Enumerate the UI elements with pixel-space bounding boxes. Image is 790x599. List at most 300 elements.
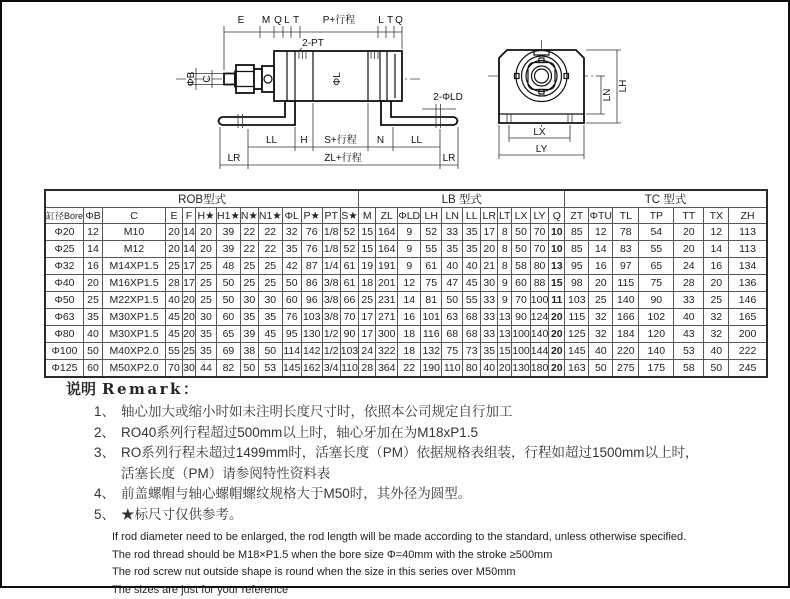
table-cell: 25 [166,258,183,275]
table-cell: 83 [613,241,639,258]
table-cell: 95 [282,326,301,343]
dim-label-H: H [300,135,307,146]
table-column-header: ZH [729,208,767,224]
remark-item-number: 4、 [94,484,121,505]
table-cell: 98 [565,275,589,292]
table-cell: 245 [729,360,767,378]
table-cell: 102 [639,309,674,326]
table-cell: 35 [196,326,217,343]
table-cell: 53 [258,360,282,378]
table-cell: 96 [301,292,322,309]
table-cell: M30XP1.5 [103,309,166,326]
table-cell: 25 [196,275,217,292]
table-cell: 32 [704,309,729,326]
table-cell: Φ32 [45,258,84,275]
table-cell: 38 [240,343,258,360]
table-cell: 61 [421,258,442,275]
table-cell: 85 [565,241,589,258]
table-cell: 22 [240,224,258,241]
table-column-header: LN [442,208,463,224]
table-row [45,326,767,343]
dim-label-Q2: Q [395,15,403,26]
remarks-english [112,529,772,599]
table-cell: 13 [498,326,512,343]
table-cell: 30 [196,309,217,326]
table-cell: 190 [421,360,442,378]
table-cell: 55 [463,292,481,309]
spec-table [44,189,768,378]
table-cell: 146 [729,292,767,309]
table-cell: Φ100 [45,343,84,360]
table-cell: 52 [421,224,442,241]
table-cell: 35 [282,241,301,258]
table-cell: 275 [613,360,639,378]
table-cell: 70 [512,292,531,309]
dim-label-M: M [262,15,270,26]
table-cell: 70 [340,309,359,326]
table-cell: 50 [217,292,241,309]
table-cell: 24 [674,258,704,275]
table-column-header: TL [613,208,639,224]
table-cell: 100 [512,343,531,360]
table-cell: 14 [84,241,103,258]
remark-item [94,484,772,505]
table-cell: 30 [183,360,196,378]
table-cell: 32 [704,326,729,343]
table-column-header: ZT [565,208,589,224]
table-cell: 271 [376,309,398,326]
table-cell: 78 [613,224,639,241]
table-cell: 1/2 [322,326,340,343]
table-column-header: ΦTU [589,208,613,224]
table-cell: 15 [359,241,376,258]
table-column-header: Q [549,208,565,224]
table-cell: 45 [166,326,183,343]
table-cell: 50 [704,360,729,378]
remark-item-number: 5、 [94,505,121,526]
table-cell: 32 [589,309,613,326]
table-cell: 17 [359,309,376,326]
table-cell: 15 [359,224,376,241]
table-cell: 12 [704,224,729,241]
table-cell: 60 [84,360,103,378]
table-cell: 55 [639,241,674,258]
table-cell: 28 [359,360,376,378]
table-cell: 140 [639,343,674,360]
table-cell: 300 [376,326,398,343]
table-cell: 20 [183,309,196,326]
dim-label-LR2: LR [443,153,456,164]
table-cell: 87 [301,258,322,275]
table-cell: 25 [240,275,258,292]
table-cell: 15 [498,343,512,360]
table-cell: 25 [183,343,196,360]
table-cell: 3/8 [322,292,340,309]
table-cell: 9 [398,241,421,258]
table-cell: 125 [565,326,589,343]
dim-label-ZL-stroke: ZL+行程 [324,151,362,164]
table-column-header: H★ [196,208,217,224]
table-cell: 1/8 [322,241,340,258]
table-cell: 70 [530,241,549,258]
table-column-header: LH [421,208,442,224]
table-cell: 20 [183,292,196,309]
dim-label-T2: T [387,15,393,26]
table-cell: 11 [549,292,565,309]
remark-item-number: 3、 [94,443,121,464]
table-cell: 50 [512,241,531,258]
table-cell: 322 [376,343,398,360]
table-column-header: TX [704,208,729,224]
table-cell: 191 [376,258,398,275]
table-cell: 18 [398,326,421,343]
table-cell: 86 [301,275,322,292]
table-cell: 76 [301,241,322,258]
table-cell: 14 [183,241,196,258]
table-cell: 20 [549,360,565,378]
table-cell: 164 [376,224,398,241]
table-cell: 17 [481,224,498,241]
table-row [45,275,767,292]
table-cell: 40 [481,360,498,378]
table-cell: 20 [183,326,196,343]
table-cell: 50 [589,360,613,378]
rod-diameter-label: ΦB [186,71,197,86]
table-column-header: 缸径Bore [45,208,84,224]
table-cell: 132 [421,343,442,360]
dim-label-LX: LX [533,127,546,138]
table-cell: 144 [530,343,549,360]
table-cell: 69 [217,343,241,360]
dim-label-LH: LH [618,80,629,93]
table-cell: 8 [498,224,512,241]
table-cell: 10 [549,224,565,241]
table-group-header: LB 型式 [359,190,565,208]
table-cell: 130 [301,326,322,343]
table-cell: 136 [729,275,767,292]
table-cell: 20 [704,275,729,292]
table-cell: 76 [301,224,322,241]
table-cell: 3/4 [322,360,340,378]
table-cell: 163 [565,360,589,378]
table-cell: 68 [442,326,463,343]
table-cell: 80 [463,360,481,378]
table-cell: 124 [530,309,549,326]
remark-item-text: 活塞长度（PM）请参阅特性资料表 [121,464,772,485]
table-cell: 97 [613,258,639,275]
table-cell: 50 [84,343,103,360]
table-row [45,309,767,326]
table-column-header: F [183,208,196,224]
table-cell: 60 [512,275,531,292]
table-cell: Φ125 [45,360,84,378]
table-cell: 9 [398,224,421,241]
table-cell: 68 [463,326,481,343]
table-cell: 8 [498,258,512,275]
remark-item [94,443,772,464]
table-cell: 231 [376,292,398,309]
table-cell: 44 [196,360,217,378]
table-cell: 14 [183,224,196,241]
table-cell: 28 [166,275,183,292]
table-cell: 33 [481,292,498,309]
remark-item-text: 轴心加大或缩小时如未注明长度尺寸时，依照本公司规定自行加工 [121,402,772,423]
table-cell: 25 [240,258,258,275]
table-cell: 116 [421,326,442,343]
dim-label-N: N [377,135,384,146]
table-cell: 81 [421,292,442,309]
dim-label-Q1: Q [274,15,282,26]
port-label-2PT: 2-PT [302,38,324,49]
table-cell: 65 [639,258,674,275]
table-cell: 42 [282,258,301,275]
dim-label-S-stroke: S+行程 [324,133,357,146]
table-cell: 32 [589,326,613,343]
table-cell: M10 [103,224,166,241]
table-cell: 10 [549,241,565,258]
table-column-header: E [166,208,183,224]
table-column-header: P★ [301,208,322,224]
table-column-header: ZL [376,208,398,224]
table-cell: M14XP1.5 [103,258,166,275]
table-cell: 76 [282,309,301,326]
table-cell: 20 [549,343,565,360]
table-cell: 40 [589,343,613,360]
remark-item [94,402,772,423]
remark-item [94,505,772,526]
table-cell: 175 [639,360,674,378]
table-cell: 50 [258,343,282,360]
table-cell: 16 [704,258,729,275]
table-cell: 14 [704,241,729,258]
table-cell: 19 [359,258,376,275]
table-cell: 25 [84,292,103,309]
remark-item-number [94,464,121,485]
table-cell: 103 [340,343,359,360]
table-cell: 90 [340,326,359,343]
table-cell: 35 [258,309,282,326]
table-column-header: LY [530,208,549,224]
table-cell: 9 [498,292,512,309]
table-cell: 110 [442,360,463,378]
table-group-header: ROB型式 [45,190,359,208]
table-column-header: M [359,208,376,224]
table-cell: 20 [549,326,565,343]
remarks-title-en: Remark： [102,380,200,398]
table-cell: 53 [674,343,704,360]
table-row [45,224,767,241]
table-cell: 75 [442,343,463,360]
hole-label-2-LD: 2-ΦLD [433,92,463,103]
remark-english-line: The rod thread should be M18×P1.5 when the bore size Φ=40mm with the stroke ≥500mm [112,547,772,565]
table-cell: 3/8 [322,309,340,326]
table-column-header: ΦLD [398,208,421,224]
table-cell: 184 [613,326,639,343]
table-cell: 17 [359,326,376,343]
table-cell: 16 [84,258,103,275]
table-cell: 14 [398,292,421,309]
table-cell: 134 [729,258,767,275]
table-row [45,241,767,258]
table-cell: 164 [376,241,398,258]
table-cell: 222 [729,343,767,360]
table-cell: 39 [217,224,241,241]
table-cell: 40 [674,309,704,326]
bore-label: ΦL [332,72,343,86]
table-row [45,343,767,360]
remarks-title-cn: 说明 [66,381,96,398]
table-cell: M12 [103,241,166,258]
table-cell: M22XP1.5 [103,292,166,309]
table-cell: 30 [481,275,498,292]
table-cell: 25 [196,258,217,275]
table-cell: 120 [639,326,674,343]
table-cell: 180 [530,360,549,378]
table-cell: 220 [613,343,639,360]
table-cell: 20 [196,224,217,241]
dim-label-L1: L [284,15,290,26]
table-cell: 85 [565,224,589,241]
remark-item [94,423,772,444]
table-column-header: LX [512,208,531,224]
table-cell: 75 [421,275,442,292]
remark-item-number: 1、 [94,402,121,423]
remarks-section [66,378,772,599]
table-cell: 50 [282,275,301,292]
table-cell: 30 [240,292,258,309]
table-row [45,258,767,275]
table-cell: 140 [613,292,639,309]
table-cell: 40 [166,292,183,309]
dim-label-LL1: LL [266,135,278,146]
table-cell: 20 [481,241,498,258]
table-cell: 90 [512,309,531,326]
table-cell: 73 [463,343,481,360]
table-cell: 166 [613,309,639,326]
dim-label-LL2: LL [411,135,423,146]
remark-item-text: RO40系列行程超过500mm以上时，轴心牙加在为M18xP1.5 [121,423,772,444]
table-cell: 20 [196,241,217,258]
table-cell: 115 [565,309,589,326]
table-cell: 113 [729,241,767,258]
table-cell: 18 [398,343,421,360]
table-cell: 25 [258,258,282,275]
dim-label-LN: LN [602,89,613,102]
table-cell: 47 [442,275,463,292]
remark-item [94,464,772,485]
table-cell: 35 [481,343,498,360]
table-cell: Φ25 [45,241,84,258]
remarks-title [66,378,772,399]
table-cell: 113 [729,224,767,241]
table-cell: 40 [84,326,103,343]
table-cell: 20 [589,275,613,292]
table-cell: 17 [183,258,196,275]
table-cell: 25 [704,292,729,309]
table-cell: 145 [282,360,301,378]
table-cell: 1/2 [322,343,340,360]
table-cell: 35 [463,241,481,258]
table-cell: 20 [84,275,103,292]
table-cell: 20 [674,224,704,241]
table-cell: 364 [376,360,398,378]
table-cell: 43 [674,326,704,343]
rod-thread-label: C [202,75,213,82]
table-cell: 201 [376,275,398,292]
table-cell: 25 [196,292,217,309]
table-cell: 13 [498,309,512,326]
table-cell: 8 [498,241,512,258]
table-cell: 88 [530,275,549,292]
remark-item-number: 2、 [94,423,121,444]
table-cell: 61 [340,275,359,292]
table-column-header: LL [463,208,481,224]
cylinder-end-view-drawing [484,26,649,182]
table-cell: 50 [240,360,258,378]
table-cell: 33 [481,326,498,343]
dim-label-T1: T [293,15,299,26]
table-cell: 15 [549,275,565,292]
table-cell: 82 [217,360,241,378]
table-cell: 33 [674,292,704,309]
table-cell: 16 [589,258,613,275]
table-cell: 48 [217,258,241,275]
table-cell: 14 [589,241,613,258]
table-cell: 21 [481,258,498,275]
table-column-header: TT [674,208,704,224]
remark-item-text: RO系列行程未超过1499mm时，活塞长度（PM）依据规格表组装，行程如超过1500mm以上时， [121,443,772,464]
table-cell: M30XP1.5 [103,326,166,343]
table-cell: 90 [639,292,674,309]
table-group-header: TC 型式 [565,190,767,208]
table-cell: 50 [442,292,463,309]
table-cell: 60 [282,292,301,309]
remark-english-line: The sizes are just for your reference [112,582,772,599]
table-column-header: N★ [240,208,258,224]
remark-english-line: If rod diameter need to be enlarged, the rod length will be made according to the standard, unless otherwise specified. [112,529,772,547]
table-row [45,360,767,378]
table-cell: 61 [340,258,359,275]
table-cell: 20 [166,241,183,258]
table-column-header: S★ [340,208,359,224]
table-cell: Φ80 [45,326,84,343]
table-cell: 52 [340,241,359,258]
table-cell: 22 [258,241,282,258]
table-cell: 145 [565,343,589,360]
table-column-header: LT [498,208,512,224]
table-cell: 80 [530,258,549,275]
table-cell: 95 [565,258,589,275]
table-column-header: N1★ [258,208,282,224]
table-cell: 200 [729,326,767,343]
table-cell: 20 [166,224,183,241]
table-cell: 9 [498,275,512,292]
table-cell: 50 [512,224,531,241]
table-cell: 20 [549,309,565,326]
table-cell: 52 [340,224,359,241]
table-cell: 70 [530,224,549,241]
table-cell: 16 [398,309,421,326]
table-cell: 65 [217,326,241,343]
table-column-header: C [103,208,166,224]
table-cell: 55 [421,241,442,258]
cylinder-side-view-drawing [150,8,472,182]
table-cell: 142 [301,343,322,360]
table-cell: 35 [240,309,258,326]
table-column-header: PT [322,208,340,224]
table-cell: 25 [359,292,376,309]
table-cell: 165 [729,309,767,326]
